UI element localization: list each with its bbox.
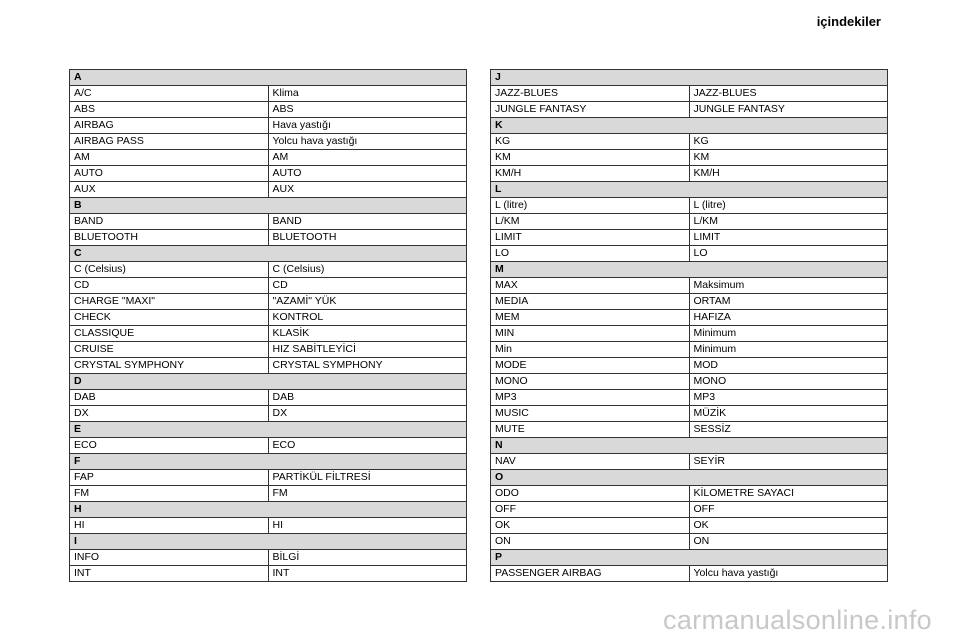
term-cell: ABS <box>70 102 269 118</box>
table-row <box>491 502 888 518</box>
translation-cell: Yolcu hava yastığı <box>268 134 467 150</box>
translation-cell: KİLOMETRE SAYACI <box>689 486 888 502</box>
term-cell: MP3 <box>491 390 690 406</box>
table-row <box>70 390 467 406</box>
section-header-row <box>70 454 467 470</box>
translation-cell: L/KM <box>689 214 888 230</box>
translation-cell: MOD <box>689 358 888 374</box>
term-cell: BAND <box>70 214 269 230</box>
translation-cell: HIZ SABİTLEYİCİ <box>268 342 467 358</box>
section-letter: C <box>70 246 467 262</box>
translation-cell: Maksimum <box>689 278 888 294</box>
table-row <box>491 294 888 310</box>
table-row <box>70 118 467 134</box>
translation-cell: "AZAMİ" YÜK <box>268 294 467 310</box>
translation-cell: INT <box>268 566 467 582</box>
translation-cell: FM <box>268 486 467 502</box>
term-cell: FM <box>70 486 269 502</box>
term-cell: ON <box>491 534 690 550</box>
translation-cell: BİLGİ <box>268 550 467 566</box>
section-letter: N <box>491 438 888 454</box>
table-row <box>491 102 888 118</box>
term-cell: DX <box>70 406 269 422</box>
translation-cell: AM <box>268 150 467 166</box>
term-cell: CHARGE "MAXI" <box>70 294 269 310</box>
section-letter: D <box>70 374 467 390</box>
table-row <box>70 518 467 534</box>
table-row <box>70 486 467 502</box>
term-cell: PASSENGER AIRBAG <box>491 566 690 582</box>
table-row <box>491 86 888 102</box>
term-cell: NAV <box>491 454 690 470</box>
term-cell: CLASSIQUE <box>70 326 269 342</box>
table-row <box>491 150 888 166</box>
translation-cell: Klima <box>268 86 467 102</box>
translation-cell: KLASİK <box>268 326 467 342</box>
translation-cell: SEYİR <box>689 454 888 470</box>
watermark-text: carmanualsonline.info <box>663 605 932 635</box>
table-row <box>70 550 467 566</box>
page-title: içindekiler <box>816 14 881 29</box>
term-cell: FAP <box>70 470 269 486</box>
section-letter: J <box>491 70 888 86</box>
translation-cell: MÜZİK <box>689 406 888 422</box>
term-cell: BLUETOOTH <box>70 230 269 246</box>
term-cell: ODO <box>491 486 690 502</box>
table-row <box>491 390 888 406</box>
term-cell: INFO <box>70 550 269 566</box>
translation-cell: ABS <box>268 102 467 118</box>
term-cell: INT <box>70 566 269 582</box>
section-letter: E <box>70 422 467 438</box>
glossary-table-right <box>490 69 888 582</box>
table-row <box>491 342 888 358</box>
translation-cell: BAND <box>268 214 467 230</box>
term-cell: LO <box>491 246 690 262</box>
table-row <box>70 326 467 342</box>
translation-cell: C (Celsius) <box>268 262 467 278</box>
section-header-row <box>491 118 888 134</box>
table-row <box>491 518 888 534</box>
section-letter: F <box>70 454 467 470</box>
term-cell: MUTE <box>491 422 690 438</box>
translation-cell: L (litre) <box>689 198 888 214</box>
translation-cell: HI <box>268 518 467 534</box>
table-row <box>70 102 467 118</box>
table-row <box>491 374 888 390</box>
translation-cell: KG <box>689 134 888 150</box>
table-row <box>70 262 467 278</box>
translation-cell: KONTROL <box>268 310 467 326</box>
glossary-table-left <box>69 69 467 582</box>
translation-cell: PARTİKÜL FİLTRESİ <box>268 470 467 486</box>
translation-cell: SESSİZ <box>689 422 888 438</box>
section-header-row <box>491 182 888 198</box>
term-cell: CRYSTAL SYMPHONY <box>70 358 269 374</box>
table-row <box>70 182 467 198</box>
table-row <box>491 246 888 262</box>
table-row <box>70 150 467 166</box>
translation-cell: AUTO <box>268 166 467 182</box>
section-letter: O <box>491 470 888 486</box>
term-cell: MAX <box>491 278 690 294</box>
translation-cell: Minimum <box>689 342 888 358</box>
section-letter: H <box>70 502 467 518</box>
term-cell: C (Celsius) <box>70 262 269 278</box>
section-header-row <box>70 422 467 438</box>
table-row <box>491 230 888 246</box>
table-row <box>70 294 467 310</box>
table-row <box>491 358 888 374</box>
term-cell: AM <box>70 150 269 166</box>
term-cell: AIRBAG PASS <box>70 134 269 150</box>
table-row <box>491 166 888 182</box>
table-row <box>70 358 467 374</box>
section-header-row <box>491 550 888 566</box>
term-cell: AIRBAG <box>70 118 269 134</box>
translation-cell: CD <box>268 278 467 294</box>
translation-cell: JUNGLE FANTASY <box>689 102 888 118</box>
table-row <box>491 198 888 214</box>
section-letter: K <box>491 118 888 134</box>
table-row <box>491 454 888 470</box>
section-header-row <box>70 534 467 550</box>
translation-cell: JAZZ-BLUES <box>689 86 888 102</box>
section-header-row <box>70 502 467 518</box>
section-header-row <box>70 70 467 86</box>
section-letter: P <box>491 550 888 566</box>
table-row <box>70 406 467 422</box>
section-header-row <box>491 262 888 278</box>
table-row <box>491 534 888 550</box>
translation-cell: CRYSTAL SYMPHONY <box>268 358 467 374</box>
table-row <box>70 310 467 326</box>
table-row <box>70 230 467 246</box>
table-row <box>70 86 467 102</box>
table-row <box>491 422 888 438</box>
term-cell: LIMIT <box>491 230 690 246</box>
translation-cell: Yolcu hava yastığı <box>689 566 888 582</box>
table-row <box>491 310 888 326</box>
translation-cell: Minimum <box>689 326 888 342</box>
term-cell: OFF <box>491 502 690 518</box>
table-row <box>70 566 467 582</box>
table-row <box>70 166 467 182</box>
term-cell: ECO <box>70 438 269 454</box>
section-header-row <box>491 470 888 486</box>
table-row <box>491 134 888 150</box>
section-header-row <box>491 70 888 86</box>
term-cell: CHECK <box>70 310 269 326</box>
table-row <box>70 438 467 454</box>
term-cell: MIN <box>491 326 690 342</box>
section-header-row <box>70 246 467 262</box>
section-header-row <box>70 374 467 390</box>
term-cell: MEDIA <box>491 294 690 310</box>
translation-cell: HAFIZA <box>689 310 888 326</box>
table-row <box>70 342 467 358</box>
table-row <box>491 214 888 230</box>
term-cell: JAZZ-BLUES <box>491 86 690 102</box>
term-cell: KM/H <box>491 166 690 182</box>
term-cell: AUTO <box>70 166 269 182</box>
section-letter: M <box>491 262 888 278</box>
term-cell: MUSIC <box>491 406 690 422</box>
section-header-row <box>491 438 888 454</box>
translation-cell: MONO <box>689 374 888 390</box>
term-cell: L (litre) <box>491 198 690 214</box>
term-cell: CRUISE <box>70 342 269 358</box>
table-row <box>70 134 467 150</box>
translation-cell: MP3 <box>689 390 888 406</box>
section-letter: L <box>491 182 888 198</box>
table-row <box>70 470 467 486</box>
table-row <box>491 486 888 502</box>
term-cell: JUNGLE FANTASY <box>491 102 690 118</box>
section-letter: A <box>70 70 467 86</box>
translation-cell: ECO <box>268 438 467 454</box>
table-row <box>491 326 888 342</box>
section-letter: B <box>70 198 467 214</box>
term-cell: CD <box>70 278 269 294</box>
translation-cell: ON <box>689 534 888 550</box>
table-row <box>70 214 467 230</box>
table-row <box>70 278 467 294</box>
translation-cell: LO <box>689 246 888 262</box>
term-cell: MONO <box>491 374 690 390</box>
term-cell: KG <box>491 134 690 150</box>
term-cell: OK <box>491 518 690 534</box>
translation-cell: KM <box>689 150 888 166</box>
term-cell: Min <box>491 342 690 358</box>
translation-cell: OK <box>689 518 888 534</box>
table-row <box>491 566 888 582</box>
table-row <box>491 278 888 294</box>
section-header-row <box>70 198 467 214</box>
translation-cell: DAB <box>268 390 467 406</box>
translation-cell: BLUETOOTH <box>268 230 467 246</box>
term-cell: KM <box>491 150 690 166</box>
term-cell: MEM <box>491 310 690 326</box>
translation-cell: LIMIT <box>689 230 888 246</box>
term-cell: L/KM <box>491 214 690 230</box>
term-cell: DAB <box>70 390 269 406</box>
translation-cell: KM/H <box>689 166 888 182</box>
translation-cell: Hava yastığı <box>268 118 467 134</box>
term-cell: AUX <box>70 182 269 198</box>
term-cell: HI <box>70 518 269 534</box>
translation-cell: AUX <box>268 182 467 198</box>
translation-cell: DX <box>268 406 467 422</box>
table-row <box>491 406 888 422</box>
section-letter: I <box>70 534 467 550</box>
term-cell: MODE <box>491 358 690 374</box>
translation-cell: OFF <box>689 502 888 518</box>
translation-cell: ORTAM <box>689 294 888 310</box>
term-cell: A/C <box>70 86 269 102</box>
